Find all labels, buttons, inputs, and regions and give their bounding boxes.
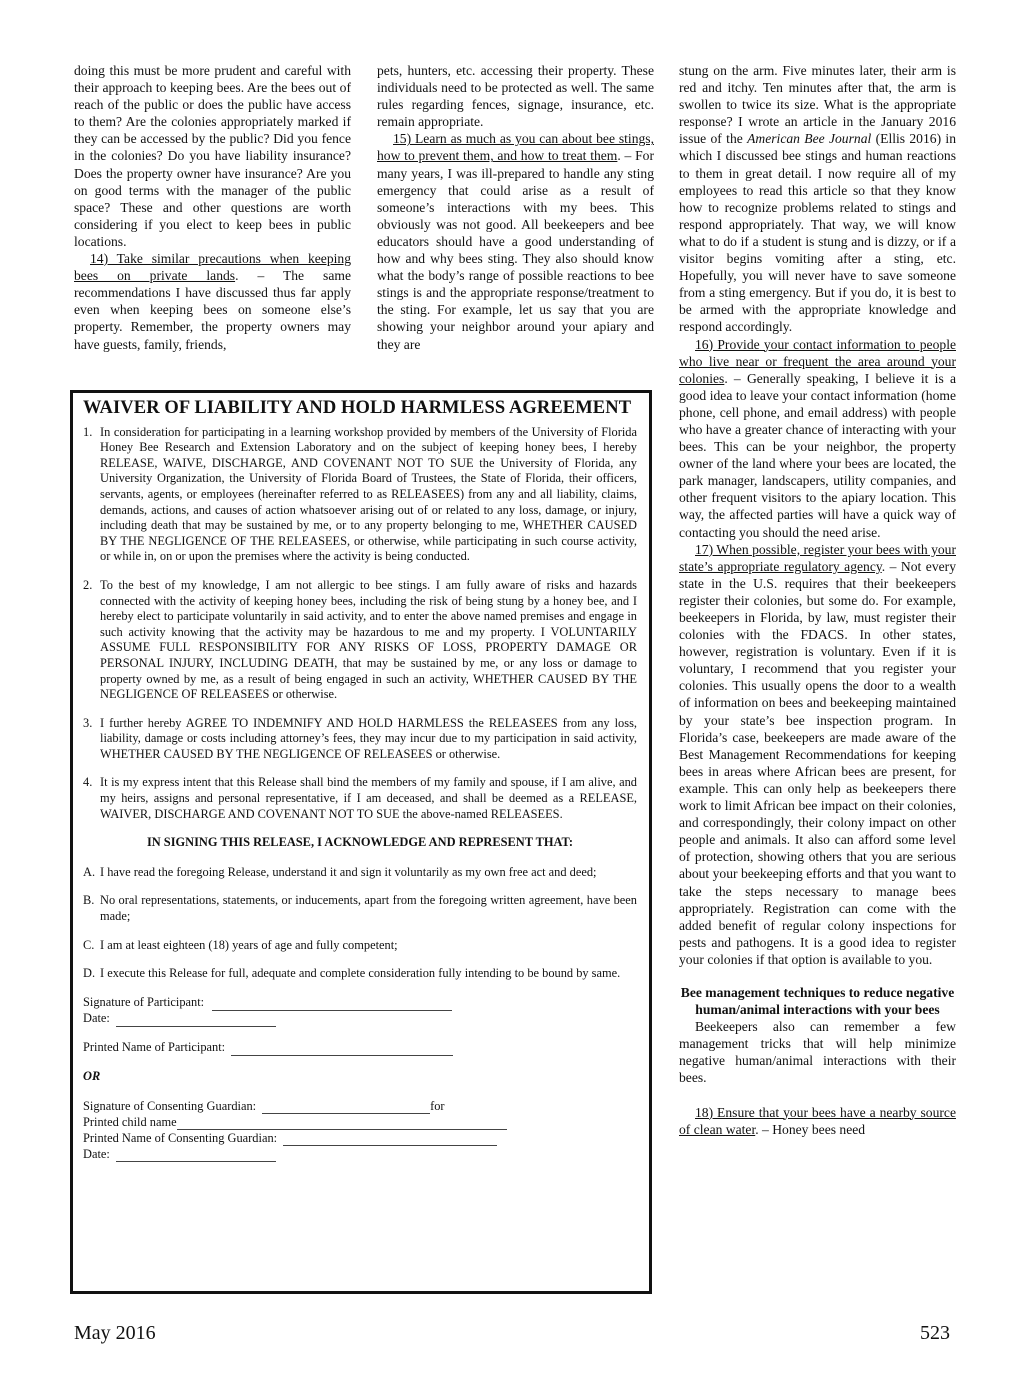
- numbered-heading: 15) Learn as much as you can about bee stings, how to prevent them, and how to treat them: [377, 131, 654, 164]
- guardian-signature-line[interactable]: [83, 1098, 637, 1114]
- paragraph-body: . – For many years, I was ill-prepared to handle any sting emergency that could arise as a result of someone’s interactions with my bees. This obviously was not good. All beekeepers and bee educators should have a good understanding of how and why bees sting. They also should know what the body’s range of possible reactions to bee stings is and the appropriate response/treatment to the sting. For example, let us say that you are showing your neighbor around your apiary and they are: [377, 148, 654, 352]
- waiver-box: [70, 390, 652, 1294]
- paragraph-body: . – Generally speaking, I believe it is a good idea to leave your contact information (home phone, cell phone, and email address) with people who have a greater chance of interacting with your bees. This can be your neighbor, the property owner of the land where your bees are located, the park manager, landscapers, utility companies, and other frequent visitors to the apiary location. This way, the affected parties will have a quick way of contacting you should the need arise.: [679, 370, 956, 540]
- ack-letter: D.: [83, 966, 96, 981]
- date-label: Date:: [83, 1146, 110, 1161]
- paragraph: Beekeepers also can remember a few management tricks that will help minimize negative human/animal interactions with their bees.: [679, 1019, 956, 1086]
- ack-letter: C.: [83, 937, 95, 952]
- waiver-clause: [83, 578, 637, 703]
- date-label: Date:: [83, 1011, 110, 1026]
- printed-child-line[interactable]: [83, 1114, 637, 1130]
- paragraph-body: . – The same recommendations I have discussed thus far apply even when keeping bees on someone else’s property. Remember, the property owners may have guests, family, friends,: [74, 268, 351, 352]
- acknowledgement-item: [83, 966, 637, 982]
- ack-text: No oral representations, statements, or inducements, apart from the foregoing written agreement, have been made;: [100, 893, 637, 924]
- guardian-date-line[interactable]: [83, 1146, 637, 1162]
- ack-letter: B.: [83, 893, 95, 908]
- numbered-heading: 18) Ensure that your bees have a nearby source of clean water: [679, 1104, 956, 1137]
- ack-text: I execute this Release for full, adequate and complete consideration fully intending to be bound by same.: [100, 966, 621, 981]
- waiver-clause: [83, 425, 637, 565]
- date-blank[interactable]: [116, 1149, 276, 1162]
- paragraph: [679, 62, 956, 336]
- journal-title: American Bee Journal: [747, 131, 872, 147]
- guardian-signature-blank[interactable]: [262, 1101, 430, 1114]
- signature-blank[interactable]: [212, 998, 452, 1011]
- printed-guardian-blank[interactable]: [283, 1133, 497, 1146]
- waiver-clause: [83, 775, 637, 822]
- paragraph-body: . – Honey bees need: [755, 1121, 866, 1137]
- clause-number: 4.: [83, 775, 93, 790]
- acknowledgement-item: [83, 865, 637, 881]
- ack-text: I am at least eighteen (18) years of age and fully competent;: [100, 937, 398, 952]
- clause-text: I further hereby AGREE TO INDEMNIFY AND HOLD HARMLESS the RELEASEES from any loss, liability, damage or costs including attorney’s fees, they may incur due to my participation in said activity, WHETHER CAUSED BY THE NEGLIGENCE OF RELEASEES or otherwise.: [100, 715, 637, 761]
- clause-number: 3.: [83, 715, 93, 730]
- issue-date: May 2016: [74, 1322, 156, 1344]
- clause-number: 1.: [83, 424, 93, 439]
- paragraph: pets, hunters, etc. accessing their property. These individuals need to be protected as well. The same rules regarding fences, signage, insurance, etc. remain appropriate.: [377, 63, 654, 130]
- date-blank[interactable]: [116, 1014, 276, 1027]
- paragraph-text: (Ellis 2016) in which I discussed bee stings and human reactions to them in great detail. I now require all of my employees to read this article so that they know how to recognize problems related to stings and respond appropriately. That way, we will know what to do if a student is stung and is dizzy, or if a visitor begins vomiting after a sting, etc. Hopefully, you will never have to save someone from a sting emergency. But if you do, it is best to be armed with the appropriate knowledge and respond accordingly.: [679, 131, 956, 335]
- section-subheading: Bee management techniques to reduce negative human/animal interactions with your bees: [680, 984, 955, 1018]
- or-label: OR: [83, 1068, 101, 1083]
- article-column-2: [377, 62, 654, 353]
- paragraph: doing this must be more prudent and careful with their approach to keeping bees. Are the bees out of reach of the public or does the public have access to them? Are the colonies appropriately marked if they can be accessed by the public? Did you fence in the colonies? Do you have liability insurance? Does the property owner have insurance? Are you on good terms with the manager of the public space? These and other questions are worth considering if you elect to keep bees in public locations.: [74, 63, 351, 249]
- paragraph-body: . – Not every state in the U.S. requires that their beekeepers register their colonies, but some do. For example, beekeepers in Florida, by law, must register their colonies with the FDACS. In other states, however, registration is voluntary. Even if it is voluntary, I recommend that you register your colonies. This usually opens the door to a wealth of information on bees and beekeeping maintained by your state’s bee inspection program. In Florida’s case, beekeepers are made aware of the Best Management Recommendations for keeping bees in areas where African bees are present, for example. This can only help as beekeepers there work to limit African bee impact on their colonies, and correspondingly, their colony impact on other people and animals. It also can afford some level of protection, showing others that you are serious about your beekeeping efforts and that you want to take the steps necessary to manage bees appropriately. Registration can come with the added benefit of regular colony inspections for pests and pathogens. It is a good idea to register your colonies if that option is available to you.: [679, 558, 956, 967]
- clause-number: 2.: [83, 577, 93, 592]
- numbered-heading: 17) When possible, register your bees with your state’s appropriate regulatory agency: [679, 541, 956, 574]
- signature-label: Signature of Participant:: [83, 995, 205, 1010]
- waiver-title: WAIVER OF LIABILITY AND HOLD HARMLESS AGREEMENT: [83, 398, 632, 418]
- acknowledgement-item: [83, 893, 637, 924]
- paragraph: [679, 1104, 956, 1138]
- participant-signature-line[interactable]: [83, 995, 637, 1011]
- printed-guardian-label: Printed Name of Consenting Guardian:: [83, 1130, 278, 1145]
- numbered-heading: 16) Provide your contact information to people who live near or frequent the area around your colonies: [679, 336, 956, 386]
- clause-text: It is my express intent that this Release shall bind the members of my family and spouse, if I am alive, and my heirs, assigns and personal representative, if I am deceased, and shall be deemed as a RELEASE, WAIVER, DISCHARGE AND COVENANT NOT TO SUE the above-named RELEASEES.: [100, 775, 637, 821]
- page-number: 523: [920, 1322, 950, 1344]
- numbered-heading: 14) Take similar precautions when keeping bees on private lands: [74, 251, 351, 284]
- ack-text: I have read the foregoing Release, understand it and sign it voluntarily as my own free act and deed;: [100, 864, 597, 879]
- printed-participant-line[interactable]: [83, 1040, 637, 1056]
- date-line[interactable]: [83, 1011, 637, 1027]
- paragraph-text: stung on the arm. Five minutes later, their arm is red and itchy. Ten minutes after that, the arm is swollen to twice its size. What is the appropriate response? I wrote an article in the January 2016 issue of the: [679, 63, 956, 147]
- printed-guardian-line[interactable]: [83, 1130, 637, 1146]
- printed-child-blank[interactable]: [177, 1117, 507, 1130]
- paragraph: [679, 336, 956, 541]
- article-column-1: [74, 62, 351, 353]
- clause-text: In consideration for participating in a learning workshop provided by members of the University of Florida Honey Bee Research and Extension Laboratory and on the subject of keeping honey bees, I hereby RELEASE, WAIVE, DISCHARGE, AND COVENANT NOT TO SUE the University of Florida, any University Organization, the University of Florida Board of Trustees, the State of Florida, their officers, servants, agents, or employees (hereinafter referred to as RELEASEES) from any and all liability, claims, demands, actions, and causes of action whatsoever arising out of or related to any loss, damage, or injury, including death that may be sustained by me, or to any property belonging to me, WHETHER CAUSED BY THE NEGLIGENCE OF THE RELEASEES, or otherwise, while participating in such course activity, or while in, on or upon the premises where the activity is being conducted.: [100, 424, 637, 564]
- ack-letter: A.: [83, 864, 96, 879]
- acknowledgement-heading: IN SIGNING THIS RELEASE, I ACKNOWLEDGE AND REPRESENT THAT:: [146, 835, 574, 850]
- paragraph: [679, 541, 956, 968]
- acknowledgement-item: [83, 938, 637, 954]
- guardian-signature-label: Signature of Consenting Guardian:: [83, 1098, 257, 1113]
- printed-name-blank[interactable]: [231, 1043, 453, 1056]
- paragraph: [377, 130, 654, 352]
- clause-text: To the best of my knowledge, I am not allergic to bee stings. I am fully aware of risks and hazards connected with the activity of keeping honey bees, including the risk of being stung by a honey bee, and I hereby elect to participate voluntarily in said activity, and to enter the above named premises and engage in such activity knowing that the activity may be hazardous to me and my property. I VOLUNTARILY ASSUME FULL RESPONSIBILITY FOR ANY RISKS OF LOSS, PROPERTY DAMAGE OR PERSONAL INJURY, INCLUDING DEATH, that may be sustained by me, or any loss or damage to property owned by me, as a result of being engaged in such an activity, WHETHER CAUSED BY THE NEGLIGENCE OF RELEASEES or otherwise.: [100, 577, 637, 702]
- waiver-clause: [83, 716, 637, 763]
- printed-child-label: Printed child name: [83, 1114, 177, 1129]
- printed-name-label: Printed Name of Participant:: [83, 1040, 226, 1055]
- article-column-3: [679, 62, 956, 1138]
- paragraph: [74, 250, 351, 353]
- for-label: for: [430, 1098, 445, 1113]
